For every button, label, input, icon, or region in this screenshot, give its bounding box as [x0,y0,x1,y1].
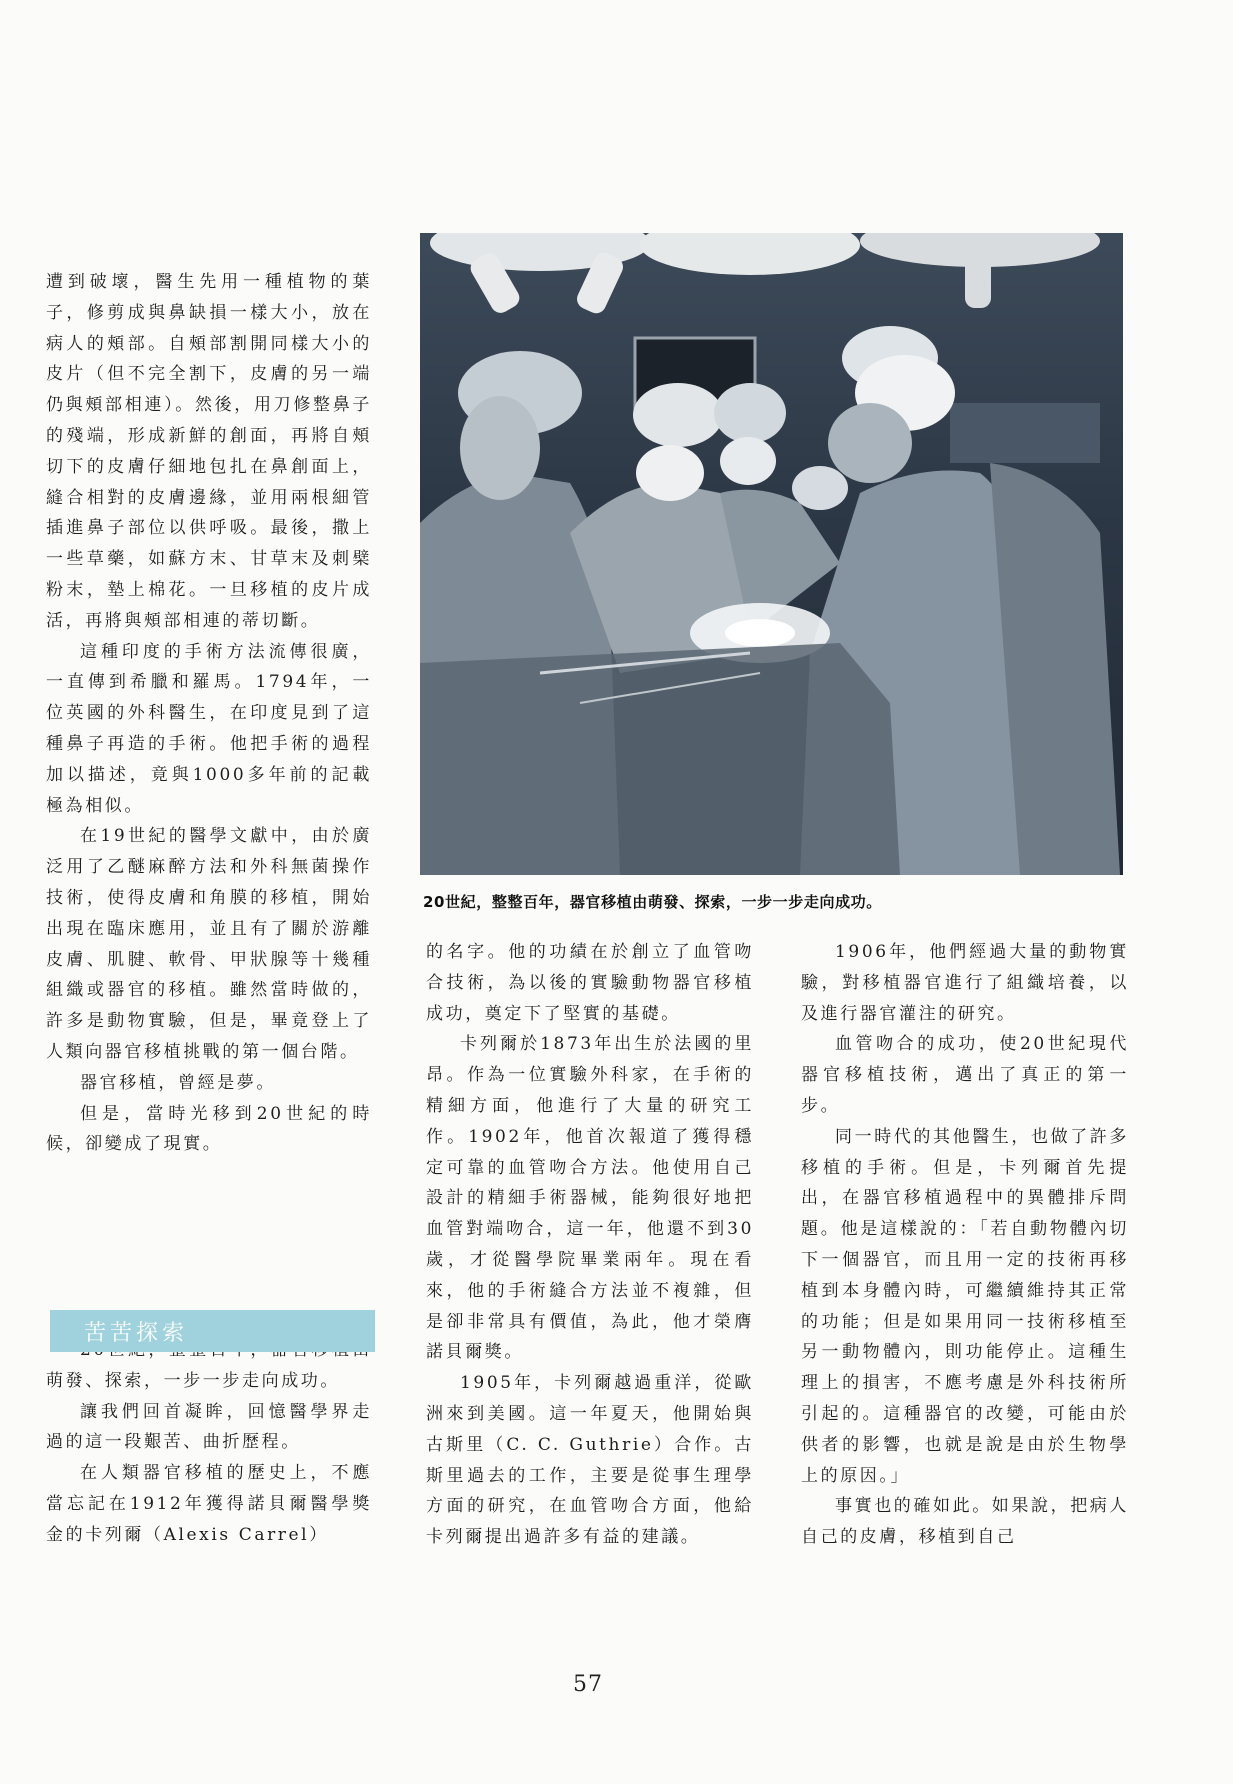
section-banner [50,1310,375,1352]
middle-paragraph-1: 的名字。他的功績在於創立了血管吻合技術，為以後的實驗動物器官移植成功，奠定下了堅實的基礎。 [426,942,754,1024]
right-column [801,937,1129,1553]
left-paragraph-1: 遭到破壞，醫生先用一種植物的葉子，修剪成與鼻缺損一樣大小，放在病人的頰部。自頰部割開同樣大小的皮片（但不完全割下，皮膚的另一端仍與頰部相連）。然後，用刀修整鼻子的殘端，形成新鮮的創面，再將自頰切下的皮膚仔細地包扎在鼻創面上，縫合相對的皮膚邊緣，並用兩根細管插進鼻子部位以供呼吸。最後，撒上一些草藥，如蘇方末、甘草末及刺檗粉末，墊上棉花。一旦移植的皮片成活，再將與頰部相連的蒂切斷。 [46,272,372,631]
section-title: 苦苦探索 [84,1321,189,1346]
photo-caption: 20世紀，整整百年，器官移植由萌發、探索，一步一步走向成功。 [423,893,882,911]
left-paragraph-6: 萌發、探索，一步一步走向成功。 [46,1370,340,1391]
middle-paragraph-2: 卡列爾於1873年出生於法國的里昂。作為一位實驗外科家，在手術的精細方面，他進行了大量的研究工作。1902年，他首次報道了獲得穩定可靠的血管吻合方法。他使用自己設計的精細手術器械，能夠很好地把血管對端吻合，這一年，他還不到30歲，才從醫學院畢業兩年。現在看來，他的手術縫合方法並不複雜，但是卻非常具有價值，為此，他才榮膺諾貝爾獎。 [426,1034,754,1363]
left-paragraph-8: 在人類器官移植的歷史上，不應當忘記在1912年獲得諾貝爾醫學獎金的卡列爾（Alexis Carrel） [46,1463,372,1545]
page-number: 57 [573,1672,603,1697]
middle-paragraph-3: 1905年，卡列爾越過重洋，從歐洲來到美國。這一年夏天，他開始與古斯里（C. C. Guthrie）合作。古斯里過去的工作，主要是從事生理學方面的研究，在血管吻合方面，他給卡列爾提出過許多有益的建議。 [426,1373,754,1548]
right-paragraph-2: 血管吻合的成功，使20世紀現代器官移植技術，邁出了真正的第一步。 [801,1034,1129,1116]
left-paragraph-7: 讓我們回首凝眸，回憶醫學界走過的這一段艱苦、曲折歷程。 [46,1401,372,1453]
left-paragraph-5: 但是，當時光移到20世紀的時候，卻變成了現實。 [46,1103,372,1155]
surgery-photo-illustration [420,233,1123,875]
right-paragraph-3: 同一時代的其他醫生，也做了許多移植的手術。但是，卡列爾首先提出，在器官移植過程中的異體排斥問題。他是這樣說的：「若自動物體內切下一個器官，而且用一定的技術再移植到本身體內時，可繼續維持其正常的功能；但是如果用同一技術移植至另一動物體內，則功能停止。這種生理上的損害，不應考慮是外科技術所引起的。這種器官的改變，可能由於供者的影響，也就是說是由於生物學上的原因。」 [801,1126,1129,1486]
left-paragraph-2: 這種印度的手術方法流傳很廣，一直傳到希臘和羅馬。1794年，一位英國的外科醫生，在印度見到了這種鼻子再造的手術。他把手術的過程加以描述，竟與1000多年前的記載極為相似。 [46,641,372,816]
middle-column [426,937,754,1553]
left-paragraph-3: 在19世紀的醫學文獻中，由於廣泛用了乙醚麻醉方法和外科無菌操作技術，使得皮膚和角膜的移植，開始出現在臨床應用，並且有了關於游離皮膚、肌腱、軟骨、甲狀腺等十幾種組織或器官的移植。雖然當時做的，許多是動物實驗，但是，畢竟登上了人類向器官移植挑戰的第一個台階。 [46,826,372,1062]
right-paragraph-1: 1906年，他們經過大量的動物實驗，對移植器官進行了組織培養，以及進行器官灌注的研究。 [801,942,1129,1024]
right-paragraph-4: 事實也的確如此。如果說，把病人自己的皮膚，移植到自己 [801,1496,1129,1548]
surgery-photo [420,233,1123,875]
left-paragraph-4: 器官移植，曾經是夢。 [80,1072,276,1093]
left-column-lower [46,1335,372,1551]
